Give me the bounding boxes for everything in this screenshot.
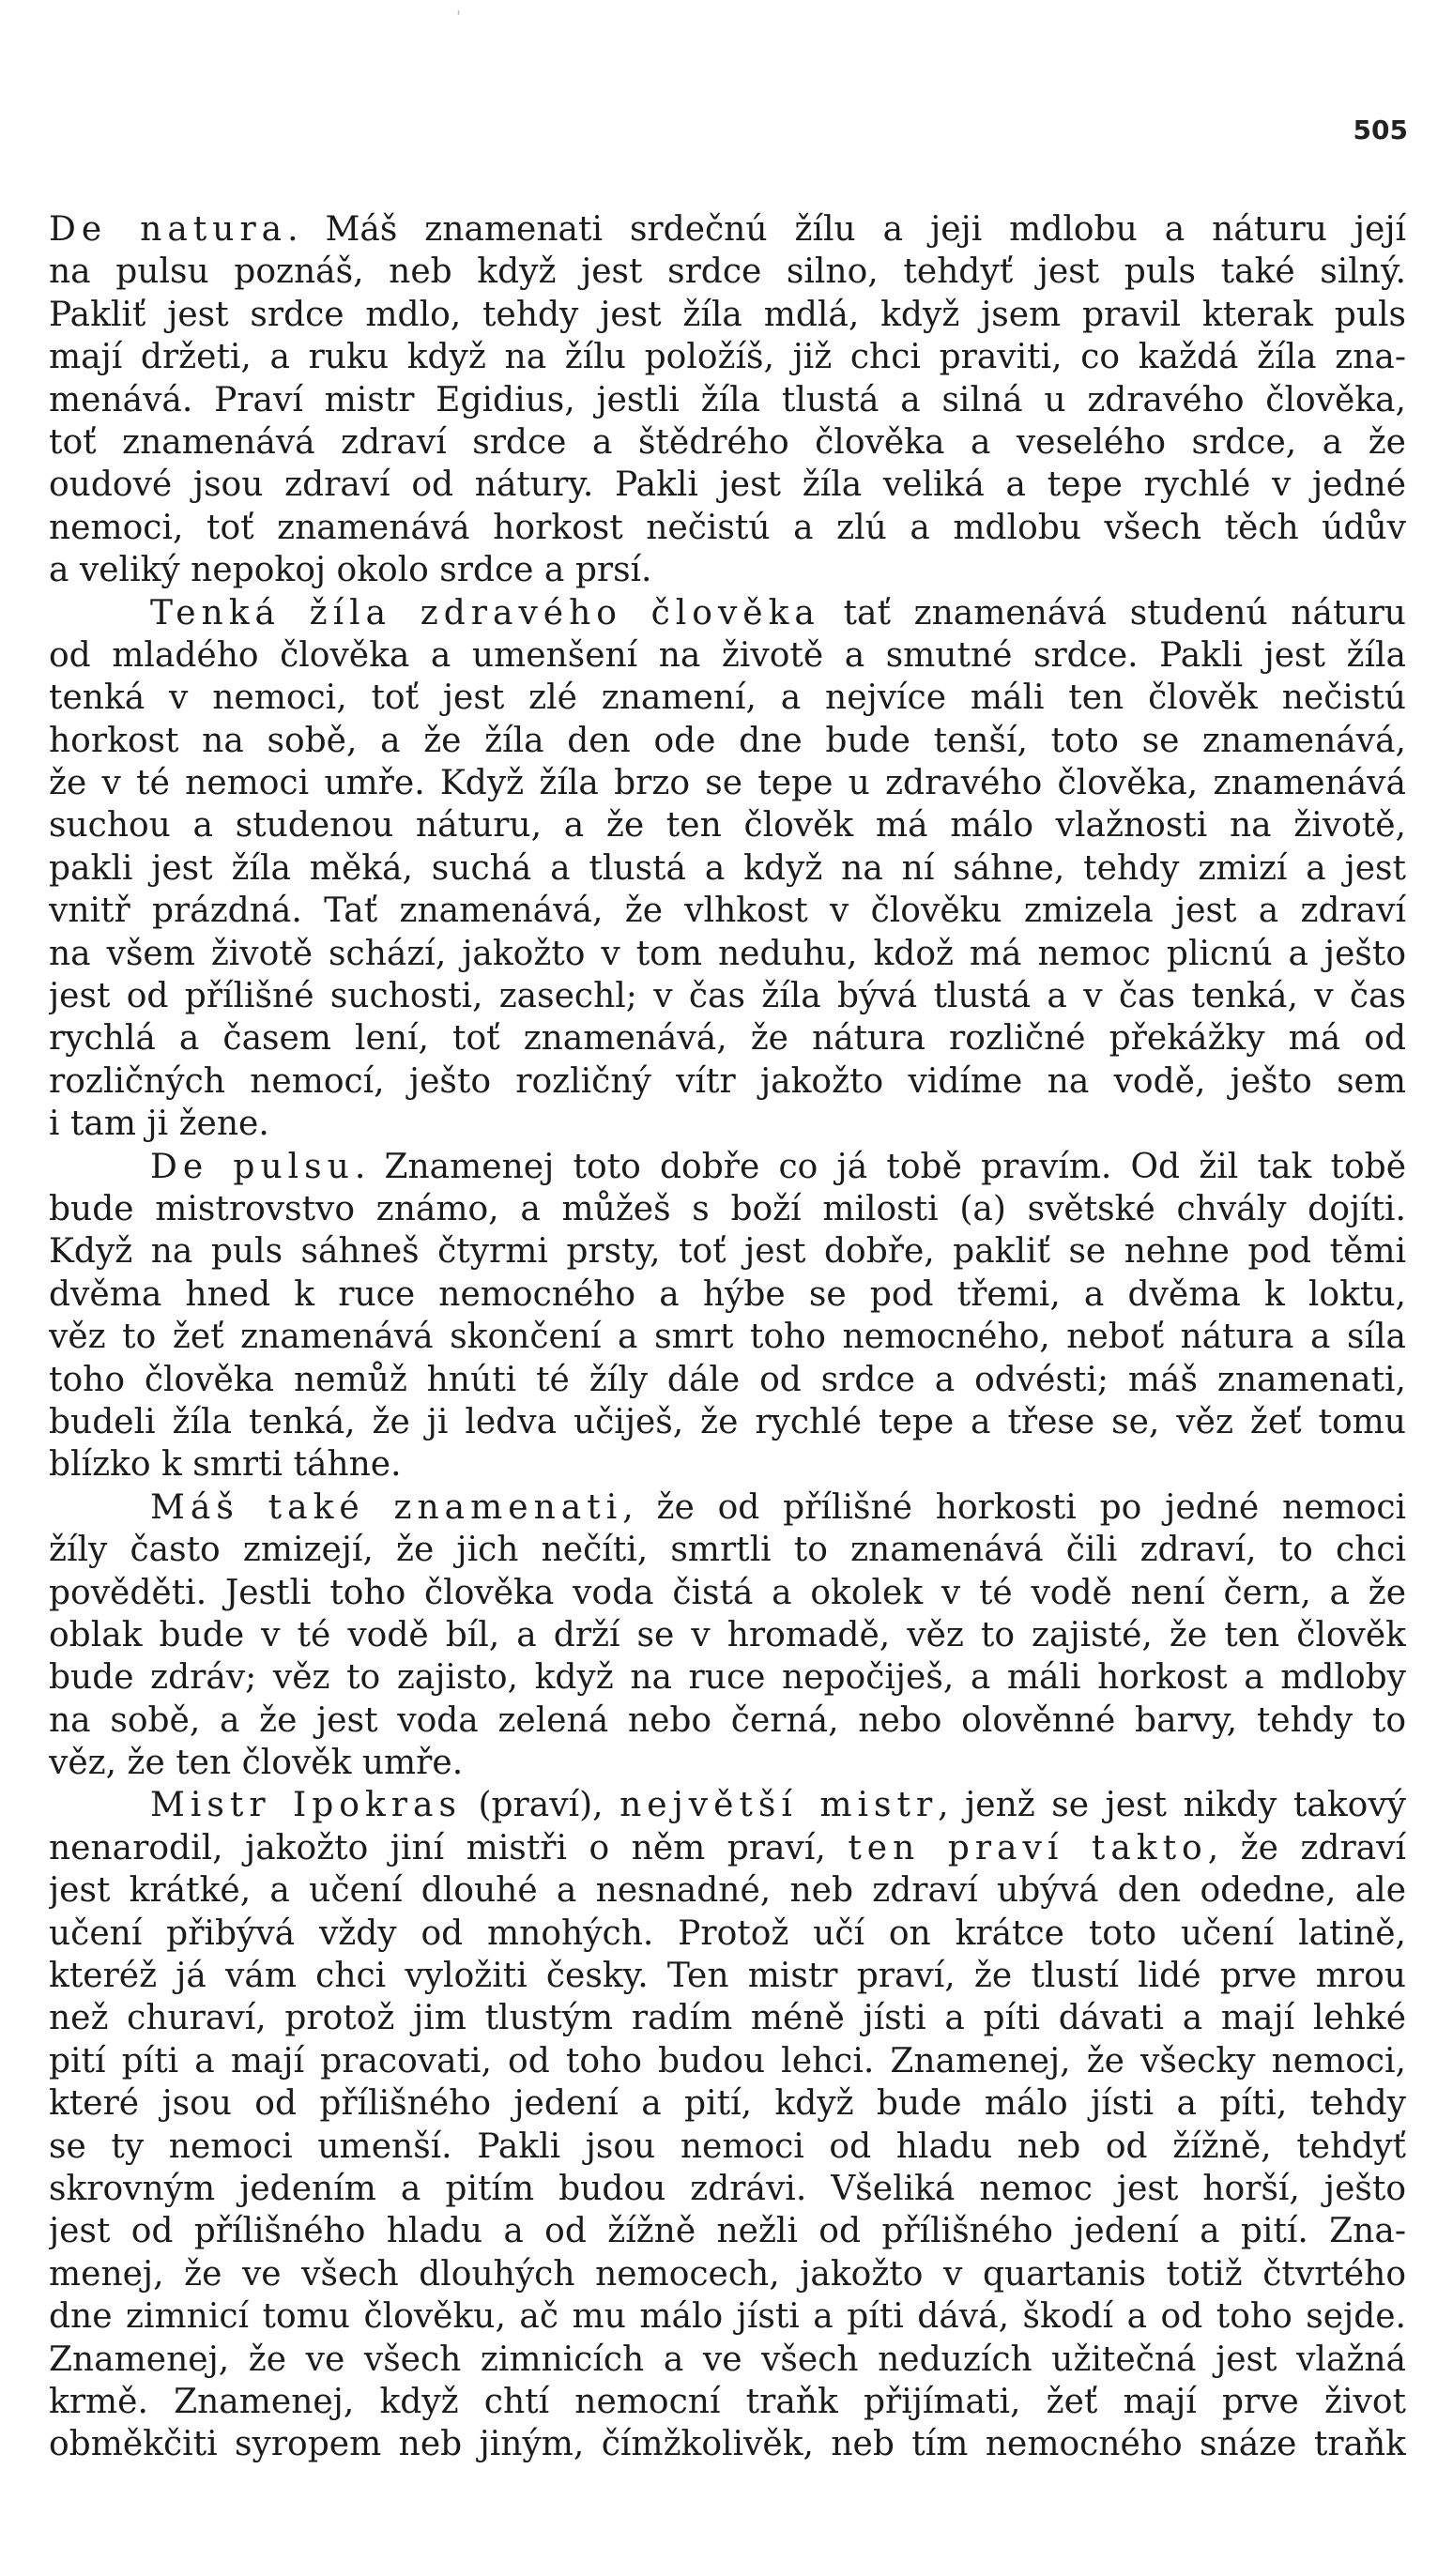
text-line <box>49 2210 1406 2252</box>
text-segment: horkost na sobě, a že žíla den ode dne bude tenší, toto se znamenává, <box>49 721 1406 760</box>
text-segment: oblak bude v té vodě bíl, a drží se v hromadě, věz to zajisté, že ten člověk <box>49 1615 1406 1654</box>
text-line <box>49 2381 1406 2423</box>
text-line <box>49 2126 1406 2168</box>
text-line <box>49 933 1406 975</box>
text-line <box>49 1060 1406 1103</box>
text-segment: skrovným jedením a pitím budou zdrávi. Všeliká nemoc jest horší, ješto <box>49 2169 1406 2208</box>
spaced-emphasis: největší mistr <box>619 1786 939 1825</box>
text-segment: dvěma hned k ruce nemocného a hýbe se pod třemi, a dvěma k loktu, <box>49 1274 1406 1314</box>
text-line <box>49 2253 1406 2295</box>
text-line <box>49 634 1406 677</box>
spaced-emphasis: Máš také znamenati <box>150 1487 623 1527</box>
text-segment: jest krátké, a učení dlouhé a nesnadné, neb zdraví ubývá den odedne, ale <box>49 1871 1406 1911</box>
page-number: 505 <box>1353 114 1408 145</box>
text-segment: nenarodil, jakožto jiní mistři o něm praví, <box>49 1828 849 1867</box>
text-line <box>49 1529 1406 1571</box>
text-segment: toho člověka nemůž hnúti té žíly dále od srdce a odvésti; máš znamenati, <box>49 1360 1406 1399</box>
text-line <box>49 1188 1406 1230</box>
text-segment: krmě. Znamenej, když chtí nemocní traňk přijímati, žeť mají prve život <box>49 2382 1406 2421</box>
text-segment: a veliký nepokoj okolo srdce a prsí. <box>49 551 652 590</box>
text-segment: , že od přílišné horkosti po jedné nemoci <box>622 1487 1406 1527</box>
text-segment: i tam ji žene. <box>49 1105 269 1144</box>
text-line <box>49 2040 1406 2082</box>
text-segment: na všem životě schází, jakožto v tom neduhu, kdož má nemoc plicnú a ješto <box>49 934 1406 973</box>
text-line <box>49 208 1406 251</box>
spaced-emphasis: Tenká žíla zdravého člověka <box>150 593 820 633</box>
text-segment: budeli žíla tenká, že ji ledva učiješ, že rychlé tepe a třese se, věz žeť tomu <box>49 1402 1406 1441</box>
text-line <box>49 720 1406 762</box>
text-line <box>49 2423 1406 2465</box>
text-line <box>49 1614 1406 1656</box>
text-segment: menej, že ve všech dlouhých nemocech, jakožto v quartanis totiž čtvrtého <box>49 2254 1406 2294</box>
text-line <box>49 1656 1406 1699</box>
text-segment: na pulsu poznáš, neb když jest srdce silno, tehdyť jest puls také silný. <box>49 252 1406 292</box>
text-line <box>49 1230 1406 1273</box>
text-segment: Znamenej, že ve všech zimnicích a ve všech neduzích užitečná jest vlažná <box>49 2340 1406 2379</box>
spaced-emphasis: De pulsu <box>150 1147 355 1186</box>
text-segment: které jsou od přílišného jedení a pití, když bude málo jísti a píti, tehdy <box>49 2084 1406 2124</box>
text-line <box>49 2082 1406 2125</box>
text-segment: , jenž se jest nikdy takový <box>938 1786 1406 1825</box>
text-line <box>49 1827 1406 1869</box>
text-line <box>49 2339 1406 2381</box>
text-line <box>49 890 1406 932</box>
text-segment: oudové jsou zdraví od nátury. Pakli jest žíla veliká a tepe rychlé v jedné <box>49 465 1406 505</box>
text-line <box>49 847 1406 890</box>
text-segment: kteréž já vám chci vyložiti česky. Ten mistr praví, že tlustí lidé prve mrou <box>49 1957 1406 1996</box>
spaced-emphasis: De natura <box>49 210 288 249</box>
text-line <box>49 1742 1406 1784</box>
text-segment: Pakliť jest srdce mdlo, tehdy jest žíla mdlá, když jsem pravil kterak puls <box>49 295 1406 334</box>
text-line <box>49 592 1406 634</box>
text-segment: menává. Praví mistr Egidius, jestli žíla tlustá a silná u zdravého člověka, <box>49 380 1406 419</box>
text-line <box>49 1017 1406 1059</box>
text-segment: toť znamenává zdraví srdce a štědrého člověka a veselého srdce, a že <box>49 422 1406 462</box>
text-segment: . Znamenej toto dobře co já tobě pravím. Od žil tak tobě <box>354 1147 1406 1186</box>
text-line <box>49 507 1406 549</box>
text-line <box>49 2168 1406 2210</box>
text-segment: suchou a studenou náturu, a že ten člověk má málo vlažnosti na životě, <box>49 806 1406 846</box>
text-segment: rychlá a časem lení, toť znamenává, že nátura rozličné překážky má od <box>49 1019 1406 1059</box>
text-line <box>49 1273 1406 1316</box>
text-segment: pití píti a mají pracovati, od toho budou lehci. Znamenej, že všecky nemoci, <box>49 2041 1406 2081</box>
text-segment: vnitř prázdná. Tať znamenává, že vlhkost v člověku zmizela jest a zdraví <box>49 892 1406 931</box>
body-text <box>49 208 1406 2466</box>
text-line <box>49 1103 1406 1145</box>
text-line <box>49 1146 1406 1188</box>
text-segment: bude zdráv; věz to zajisto, když na ruce nepočiješ, a máli horkost a mdloby <box>49 1658 1406 1698</box>
text-segment: věz, že ten člověk umře. <box>49 1744 464 1783</box>
text-line <box>49 1700 1406 1742</box>
text-segment: obměkčiti syropem neb jiným, čímžkolivěk, neb tím nemocného snáze traňk <box>49 2425 1406 2464</box>
text-line <box>49 1572 1406 1614</box>
text-line <box>49 2295 1406 2338</box>
spaced-emphasis: ten praví takto <box>848 1828 1208 1867</box>
text-segment: rozličných nemocí, ješto rozličný vítr jakožto vidíme na vodě, ješto sem <box>49 1061 1406 1101</box>
text-segment: pověděti. Jestli toho člověka voda čistá a okolek v té vodě není čern, a že <box>49 1573 1406 1612</box>
text-line <box>49 549 1406 591</box>
text-line <box>49 804 1406 846</box>
text-segment: než churaví, protož jim tlustým radím méně jísti a píti dávati a mají lehké <box>49 1999 1406 2038</box>
text-segment: se ty nemoci umenší. Pakli jsou nemoci od hladu neb od žížně, tehdyť <box>49 2126 1406 2166</box>
text-line <box>49 1784 1406 1826</box>
text-segment: žíly často zmizejí, že jich nečíti, smrtli to znamenává čili zdraví, to chci <box>49 1531 1406 1570</box>
text-line <box>49 1316 1406 1358</box>
text-segment: nemoci, toť znamenává horkost nečistú a zlú a mdlobu všech těch údův <box>49 508 1406 547</box>
text-segment: Když na puls sáhneš čtyrmi prsty, toť jest dobře, pakliť se nehne pod těmi <box>49 1232 1406 1272</box>
text-segment: učení přibývá vždy od mnohých. Protož učí on krátce toto učení latině, <box>49 1913 1406 1953</box>
text-line <box>49 1913 1406 1955</box>
scan-corner-mark: ' <box>456 8 461 27</box>
text-segment: mají držeti, a ruku když na žílu položíš, již chci praviti, co každá žíla zna- <box>49 338 1406 377</box>
text-line <box>49 1486 1406 1529</box>
text-segment: . Máš znamenati srdečnú žílu a jeji mdlobu a náturu její <box>287 210 1406 249</box>
text-segment: že v té nemoci umře. Když žíla brzo se tepe u zdravého člověka, znamenává <box>49 764 1406 803</box>
text-line <box>49 1997 1406 2039</box>
text-segment: jest od přílišné suchosti, zasechl; v čas žíla bývá tlustá a v čas tenká, v čas <box>49 977 1406 1016</box>
text-line <box>49 251 1406 293</box>
text-segment: pakli jest žíla měká, suchá a tlustá a když na ní sáhne, tehdy zmizí a jest <box>49 848 1406 888</box>
text-segment: tenká v nemoci, toť jest zlé znamení, a nejvíce máli ten člověk nečistú <box>49 678 1406 718</box>
text-line <box>49 294 1406 336</box>
spaced-emphasis: Mistr Ipokras <box>150 1786 462 1825</box>
text-segment: bude mistrovstvo známo, a můžeš s boží milosti (a) světské chvály dojíti. <box>49 1189 1406 1228</box>
text-segment: od mladého člověka a umenšení na životě a smutné srdce. Pakli jest žíla <box>49 635 1406 675</box>
text-segment: na sobě, a že jest voda zelená nebo černá, nebo olověnné barvy, tehdy to <box>49 1700 1406 1740</box>
text-line <box>49 1869 1406 1912</box>
text-segment: blízko k smrti táhne. <box>49 1445 402 1485</box>
text-line <box>49 421 1406 464</box>
text-line <box>49 975 1406 1017</box>
text-segment: jest od přílišného hladu a od žížně nežli od přílišného jedení a pití. Zna- <box>49 2212 1406 2251</box>
text-segment: (praví), <box>461 1786 620 1825</box>
text-line <box>49 1955 1406 1997</box>
text-segment: věz to žeť znamenává skončení a smrt toho nemocného, neboť nátura a síla <box>49 1318 1406 1357</box>
text-line <box>49 464 1406 506</box>
text-line <box>49 379 1406 421</box>
text-line <box>49 1359 1406 1401</box>
text-line <box>49 762 1406 804</box>
text-segment: dne zimnicí tomu člověku, ač mu málo jísti a píti dává, škodí a od toho sejde. <box>49 2297 1406 2337</box>
text-segment: tať znamenává studenú náturu <box>819 593 1406 633</box>
text-segment: , že zdraví <box>1207 1828 1406 1867</box>
text-line <box>49 677 1406 719</box>
text-line <box>49 336 1406 378</box>
text-line <box>49 1401 1406 1443</box>
text-line <box>49 1443 1406 1486</box>
